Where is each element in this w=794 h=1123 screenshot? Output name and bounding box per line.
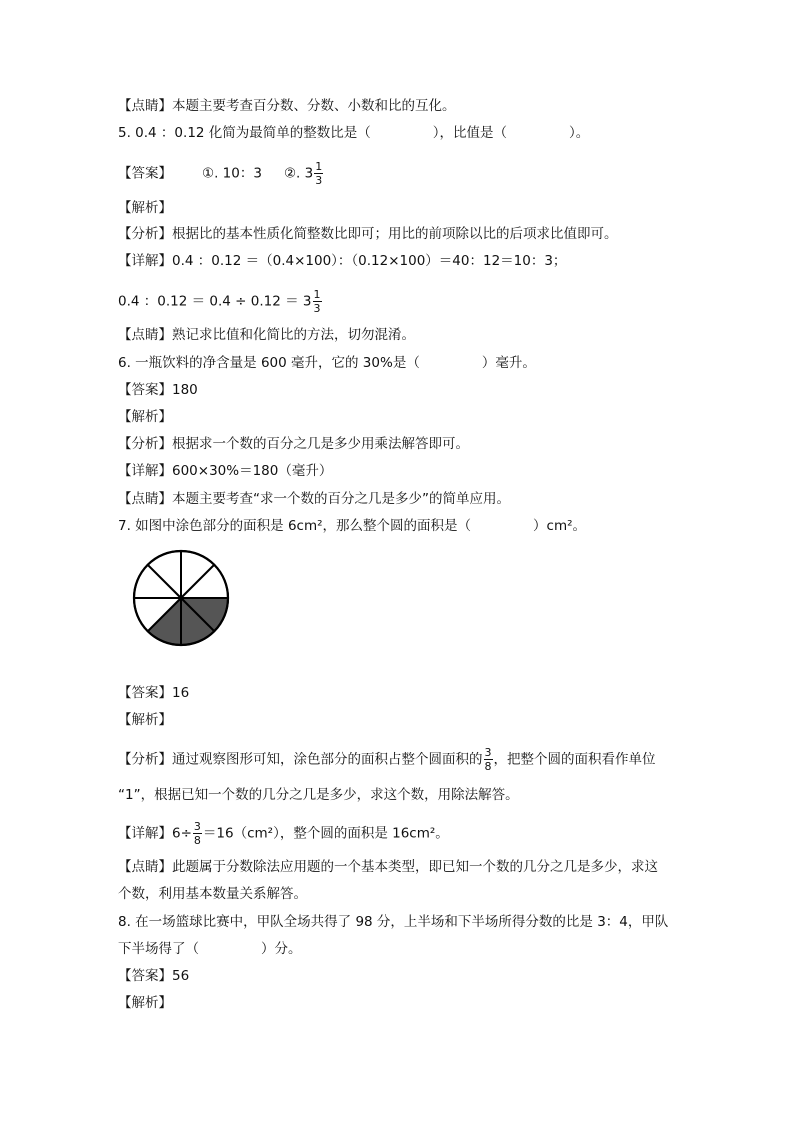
fraction-numerator: 3 <box>193 820 201 833</box>
fraction-denominator: 8 <box>193 834 201 847</box>
q7-fenxi-fraction <box>484 746 493 773</box>
q7-dianjing-1: 【点睛】此题属于分数除法应用题的一个基本类型，即已知一个数的几分之几是多少，求这 <box>118 859 658 875</box>
fraction-numerator: 1 <box>315 160 323 173</box>
q5-question <box>118 123 589 143</box>
q7-fenxi-part-a: 【分析】通过观察图形可知，涂色部分的面积占整个圆面积的 <box>118 751 483 768</box>
q7-xiangjie-fraction <box>193 820 202 847</box>
q6-answer: 【答案】180 <box>118 382 198 398</box>
q5-answer-1: ①. 10：3 <box>202 165 262 182</box>
q8-answer: 【答案】56 <box>118 968 190 984</box>
fraction-numerator: 1 <box>313 288 321 301</box>
fraction-denominator: 3 <box>313 302 321 315</box>
q5-dianjing: 【点睛】熟记求比值和化简比的方法，切勿混淆。 <box>118 327 415 343</box>
q5-question-part-b: ），比值是（ <box>432 125 508 141</box>
q7-answer: 【答案】16 <box>118 685 190 701</box>
q5-answer-fraction <box>314 160 323 187</box>
q6-xiangjie: 【详解】600×30%＝180（毫升） <box>118 463 333 479</box>
q7-question-part-a: 7. 如图中涂色部分的面积是 6cm²，那么整个圆的面积是（ <box>118 518 472 534</box>
q5-xiangjie-2-prefix: 0.4 ：0.12 ＝ 0.4 ÷ 0.12 ＝ 3 <box>118 293 312 310</box>
q5-answer <box>118 160 324 187</box>
q7-jiexi: 【解析】 <box>118 712 172 728</box>
q7-dianjing-2: 个数，利用基本数量关系解答。 <box>118 886 307 902</box>
q7-question-part-b: ）cm²。 <box>533 518 587 534</box>
q5-xiangjie-2 <box>118 288 323 315</box>
q7-fenxi-2: “1”，根据已知一个数的几分之几是多少，求这个数，用除法解答。 <box>118 787 519 803</box>
q6-question-part-a: 6. 一瓶饮料的净含量是 600 毫升，它的 30%是（ <box>118 355 420 371</box>
q8-question-part-b: ）分。 <box>261 941 302 957</box>
q8-question-2 <box>118 939 302 959</box>
q4-dianjing: 【点睛】本题主要考查百分数、分数、小数和比的互化。 <box>118 98 456 114</box>
q5-xiangjie-1: 【详解】0.4 ：0.12 ＝（0.4×100）：（0.12×100）＝40：12＝10：3； <box>118 253 567 269</box>
q6-jiexi: 【解析】 <box>118 409 172 425</box>
q5-question-part-a: 5. 0.4 ：0.12 化简为最简单的整数比是（ <box>118 125 371 141</box>
q7-xiangjie-part-a: 【详解】6÷ <box>118 825 192 842</box>
q5-question-part-c: ）。 <box>569 125 590 141</box>
q7-fenxi-part-b: ，把整个圆的面积看作单位 <box>493 751 656 768</box>
q5-jiexi: 【解析】 <box>118 200 172 216</box>
q8-jiexi: 【解析】 <box>118 995 172 1011</box>
q7-fenxi-1 <box>118 746 656 773</box>
q7-xiangjie <box>118 820 449 847</box>
q8-question-part-a: 下半场得了（ <box>118 941 199 957</box>
q7-question <box>118 516 586 536</box>
fraction-numerator: 3 <box>484 746 492 759</box>
q5-answer-2-prefix: ②. 3 <box>283 165 314 182</box>
fraction-denominator: 8 <box>484 760 492 773</box>
q6-question-part-b: ）毫升。 <box>481 355 536 371</box>
q6-dianjing: 【点睛】本题主要考查“求一个数的百分之几是多少”的简单应用。 <box>118 491 510 507</box>
q6-question <box>118 353 536 373</box>
q8-question-1: 8. 在一场篮球比赛中，甲队全场共得了 98 分，上半场和下半场所得分数的比是 3：4，甲队 <box>118 914 669 930</box>
fraction-denominator: 3 <box>315 174 323 187</box>
q5-fenxi: 【分析】根据比的基本性质化简整数比即可；用比的前项除以比的后项求比值即可。 <box>118 226 618 242</box>
q5-xiangjie-fraction <box>313 288 322 315</box>
q5-answer-label: 【答案】 <box>118 165 172 182</box>
pie-chart-figure <box>131 548 231 648</box>
q6-fenxi: 【分析】根据求一个数的百分之几是多少用乘法解答即可。 <box>118 436 469 452</box>
q7-xiangjie-part-b: ＝16（cm²），整个圆的面积是 16cm²。 <box>202 825 449 842</box>
